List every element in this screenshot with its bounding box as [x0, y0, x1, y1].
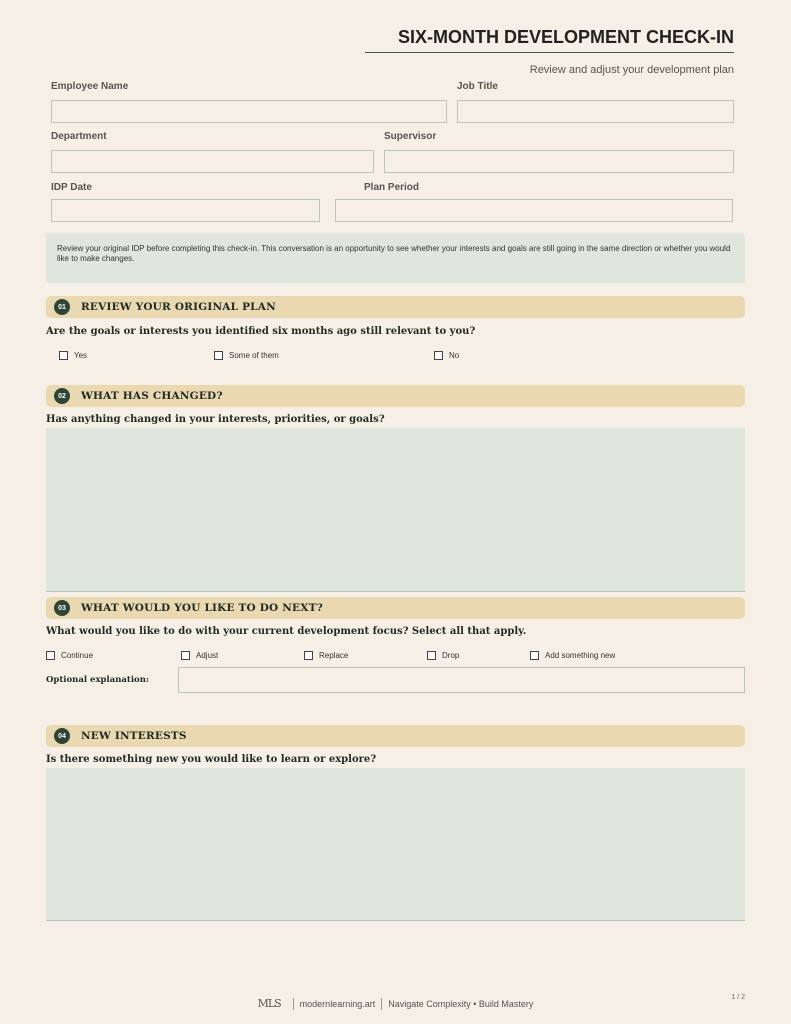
department-label: Department: [51, 131, 107, 142]
checkbox-label: Add something new: [545, 651, 616, 660]
page-title: SIX-MONTH DEVELOPMENT CHECK-IN: [397, 27, 734, 47]
checkbox-box[interactable]: [214, 351, 223, 360]
footer-site: modernlearning.art: [299, 998, 376, 1009]
section-title: REVIEW YOUR ORIGINAL PLAN: [81, 301, 276, 313]
plan-period-field[interactable]: [335, 199, 733, 222]
checkbox-box[interactable]: [181, 651, 190, 660]
idp-date-field[interactable]: [51, 199, 320, 222]
checkbox-box[interactable]: [46, 651, 55, 660]
footer: [0, 997, 791, 1010]
question-changed: Has anything changed in your interests, priorities, or goals?: [46, 414, 385, 425]
section-number-badge: 03: [54, 600, 70, 616]
section-header-next: [46, 597, 745, 619]
checkbox-box[interactable]: [304, 651, 313, 660]
title-divider: [365, 52, 734, 53]
checkbox-box[interactable]: [59, 351, 68, 360]
checkbox-add-something-new[interactable]: [530, 651, 615, 660]
checkbox-label: Continue: [61, 651, 94, 660]
checkbox-some-of-them[interactable]: [214, 351, 279, 360]
question-next: What would you like to do with your current development focus? Select all that apply.: [46, 626, 527, 637]
supervisor-field[interactable]: [384, 150, 734, 173]
checkbox-yes[interactable]: [59, 351, 87, 360]
checkbox-box[interactable]: [434, 351, 443, 360]
section-title: WHAT HAS CHANGED?: [81, 390, 223, 402]
checkbox-label: Drop: [442, 651, 460, 660]
department-field[interactable]: [51, 150, 374, 173]
checkbox-label: Yes: [74, 351, 88, 360]
job-title-field[interactable]: [457, 100, 734, 123]
plan-period-label: Plan Period: [364, 182, 420, 193]
optional-explanation-label: Optional explanation:: [46, 675, 150, 685]
info-box: Review your original IDP before completing this check-in. This conversation is an opportunity to see whether your interests and goals are still going in the same direction or whether you would like to make changes.: [46, 233, 745, 283]
supervisor-label: Supervisor: [384, 131, 437, 142]
checkbox-continue[interactable]: [46, 651, 93, 660]
brand-logo: MLS: [257, 997, 281, 1010]
job-title-label: Job Title: [457, 81, 498, 92]
checkbox-drop[interactable]: [427, 651, 459, 660]
checkbox-label: Some of them: [229, 351, 279, 360]
checkbox-label: Replace: [319, 651, 349, 660]
section-header-review: [46, 296, 745, 318]
checkbox-label: No: [449, 351, 460, 360]
changes-text-area[interactable]: [46, 428, 745, 592]
section-header-changed: [46, 385, 745, 407]
checkbox-box[interactable]: [427, 651, 436, 660]
section-number-badge: 04: [54, 728, 70, 744]
question-review: Are the goals or interests you identified six months ago still relevant to you?: [46, 326, 476, 337]
section-title: WHAT WOULD YOU LIKE TO DO NEXT?: [81, 602, 323, 614]
question-new-interests: Is there something new you would like to learn or explore?: [46, 754, 377, 765]
section-header-new-interests: [46, 725, 745, 747]
footer-divider: [381, 998, 382, 1010]
page-number: 1 / 2: [731, 994, 745, 1001]
new-interests-text-area[interactable]: [46, 768, 745, 921]
employee-name-label: Employee Name: [51, 81, 129, 92]
idp-date-label: IDP Date: [51, 182, 92, 193]
section-number-badge: 02: [54, 388, 70, 404]
footer-divider: [293, 998, 294, 1010]
employee-name-field[interactable]: [51, 100, 447, 123]
checkbox-adjust[interactable]: [181, 651, 218, 660]
checkbox-box[interactable]: [530, 651, 539, 660]
section-title: NEW INTERESTS: [81, 730, 187, 742]
optional-explanation-field[interactable]: [178, 667, 745, 693]
section-number-badge: 01: [54, 299, 70, 315]
checkbox-label: Adjust: [196, 651, 219, 660]
page-subtitle: Review and adjust your development plan: [529, 64, 734, 76]
checkbox-no[interactable]: [434, 351, 459, 360]
footer-tagline: Navigate Complexity • Build Mastery: [388, 998, 534, 1009]
checkbox-replace[interactable]: [304, 651, 348, 660]
